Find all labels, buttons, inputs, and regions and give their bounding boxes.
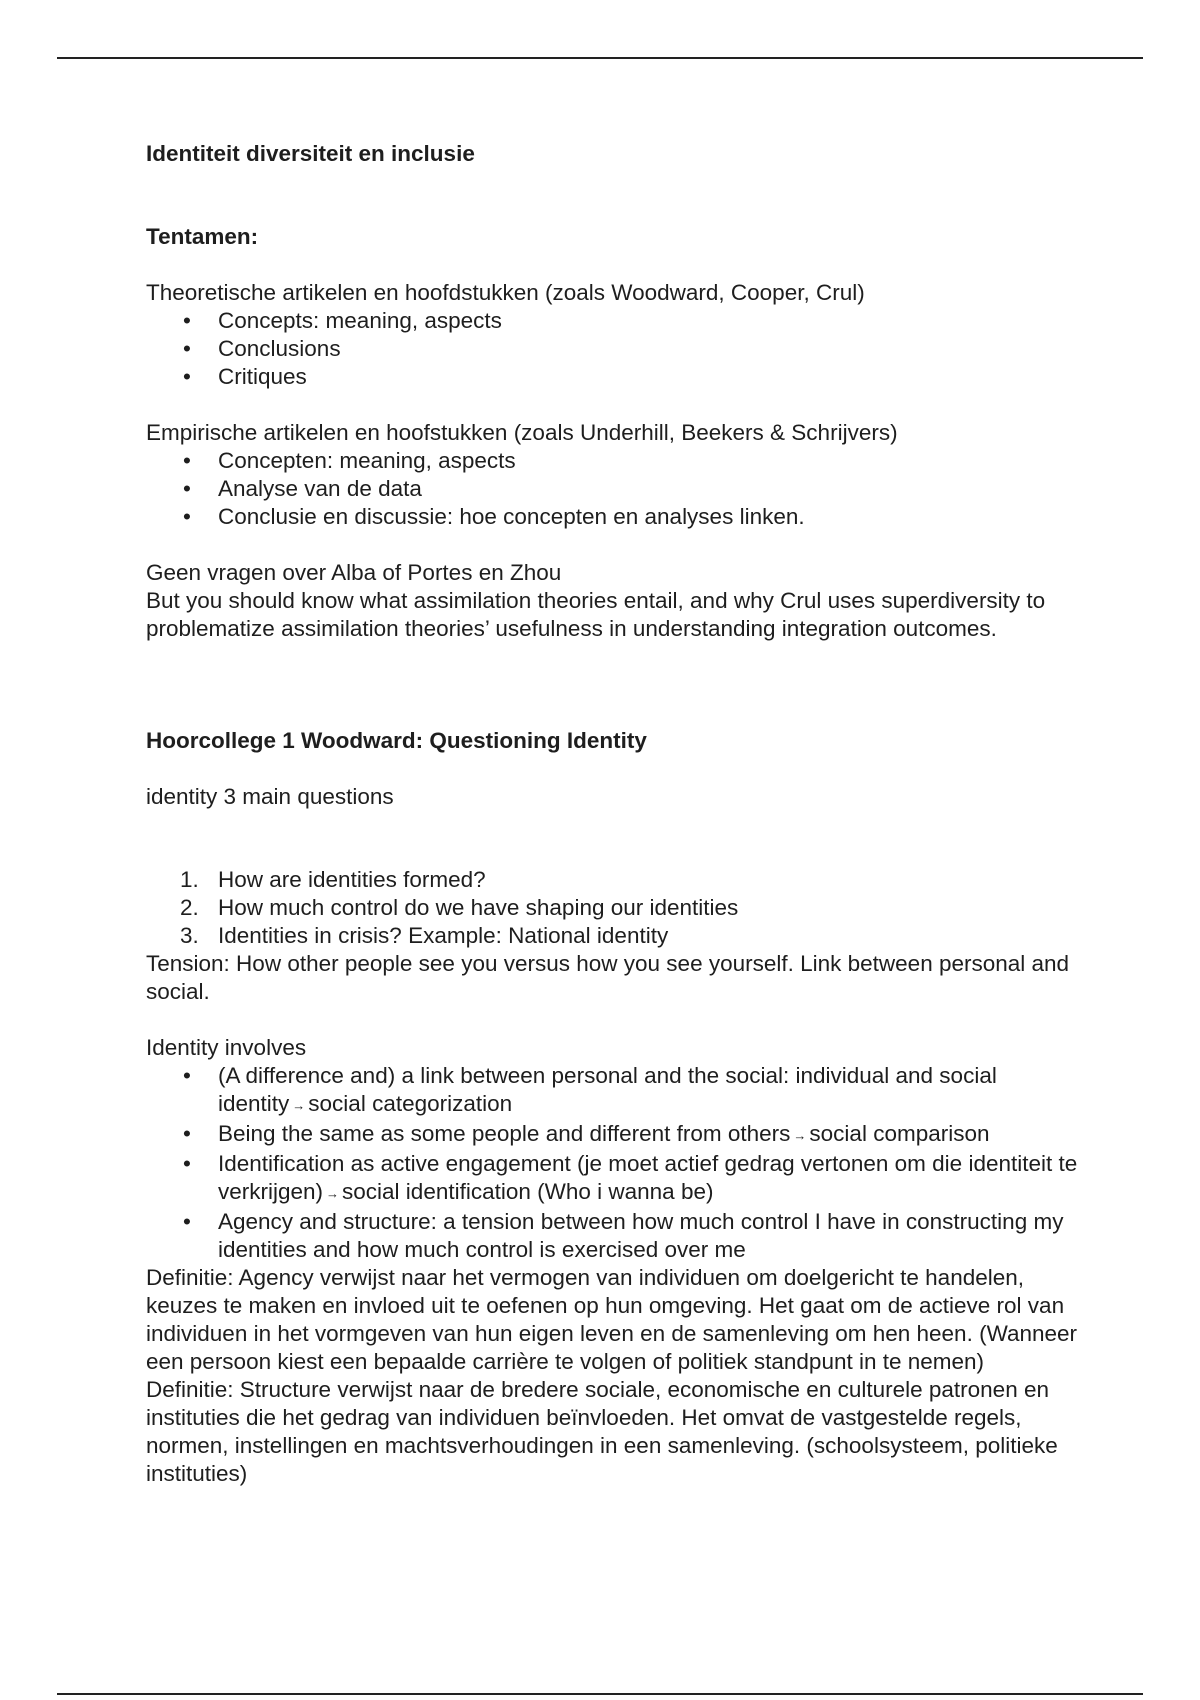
list-item: • Being the same as some people and different from others → social comparison bbox=[183, 1121, 990, 1146]
arrow-icon: → bbox=[793, 1128, 807, 1143]
bullet-marker: • bbox=[183, 308, 191, 333]
list-item: • Concepts: meaning, aspects bbox=[183, 308, 502, 333]
number-marker: 3. bbox=[180, 923, 199, 948]
list-item: • Conclusions bbox=[183, 336, 341, 361]
list-item: • Agency and structure: a tension between how much control I have in constructing my identities and how much control is exercised over me bbox=[183, 1209, 1064, 1262]
arrow-icon: → bbox=[292, 1098, 306, 1113]
bullet-marker: • bbox=[183, 1121, 191, 1146]
bullet-marker: • bbox=[183, 364, 191, 389]
assimilation-note: But you should know what assimilation theories entail, and why Crul uses superdiversity to problematize assimilation theories’ usefulness in understanding integration outcomes. bbox=[146, 588, 1046, 641]
bullet-marker: • bbox=[183, 336, 191, 361]
agency-definition: Definitie: Agency verwijst naar het vermogen van individuen om doelgericht te handelen, keuzes te maken en invloed uit te oefenen op hun omgeving. Het gaat om de actieve rol van individuen in het vormgeven van hun eigen leven en de samenleving om hen heen. (Wanneer een persoon kiest een bepaalde carrière te volgen of politiek standpunt in te nemen) bbox=[146, 1265, 1078, 1374]
bullet-marker: • bbox=[183, 476, 191, 501]
list-item: 2. How much control do we have shaping our identities bbox=[180, 895, 739, 920]
involves-intro: Identity involves bbox=[146, 1035, 307, 1060]
structure-definition: Definitie: Structure verwijst naar de bredere sociale, economische en culturele patronen en instituties die het gedrag van individuen beïnvloeden. Het omvat de vastgestelde regels, normen, instellingen en machtsverhoudingen in een samenleving. (schoolsysteem, politieke instituties) bbox=[146, 1377, 1058, 1486]
list-item: • Identification as active engagement (je moet actief gedrag vertonen om die identiteit te verkrijgen) → social identification (Who i wanna be) bbox=[183, 1151, 1078, 1204]
bullet-marker: • bbox=[183, 1151, 191, 1176]
header-rule bbox=[57, 57, 1143, 59]
document-title: Identiteit diversiteit en inclusie bbox=[146, 141, 475, 166]
footer-rule bbox=[57, 1693, 1143, 1695]
empirical-list bbox=[146, 447, 1096, 531]
bullet-marker: • bbox=[183, 448, 191, 473]
empirical-intro: Empirische artikelen en hoofstukken (zoals Underhill, Beekers & Schrijvers) bbox=[146, 420, 898, 445]
questions-list bbox=[146, 866, 1096, 950]
exam-heading: Tentamen: bbox=[146, 224, 259, 249]
number-marker: 2. bbox=[180, 895, 199, 920]
involves-list bbox=[146, 1062, 1096, 1264]
theory-list bbox=[146, 307, 1096, 391]
list-item: 1. How are identities formed? bbox=[180, 867, 486, 892]
document-body bbox=[146, 140, 1096, 1488]
list-item: • Critiques bbox=[183, 364, 307, 389]
list-item: • Analyse van de data bbox=[183, 476, 422, 501]
bullet-marker: • bbox=[183, 504, 191, 529]
bullet-marker: • bbox=[183, 1063, 191, 1088]
list-item: 3. Identities in crisis? Example: National identity bbox=[180, 923, 669, 948]
no-questions-note: Geen vragen over Alba of Portes en Zhou bbox=[146, 560, 562, 585]
arrow-icon: → bbox=[326, 1186, 340, 1201]
lecture-heading: Hoorcollege 1 Woodward: Questioning Identity bbox=[146, 728, 647, 753]
list-item: • (A difference and) a link between personal and the social: individual and social identity → social categorization bbox=[183, 1063, 997, 1116]
bullet-marker: • bbox=[183, 1209, 191, 1234]
list-item: • Concepten: meaning, aspects bbox=[183, 448, 516, 473]
tension-text: Tension: How other people see you versus how you see yourself. Link between personal and social. bbox=[146, 951, 1070, 1004]
identity-questions-intro: identity 3 main questions bbox=[146, 784, 394, 809]
number-marker: 1. bbox=[180, 867, 199, 892]
list-item: • Conclusie en discussie: hoe concepten en analyses linken. bbox=[183, 504, 805, 529]
theory-intro: Theoretische artikelen en hoofdstukken (zoals Woodward, Cooper, Crul) bbox=[146, 280, 865, 305]
